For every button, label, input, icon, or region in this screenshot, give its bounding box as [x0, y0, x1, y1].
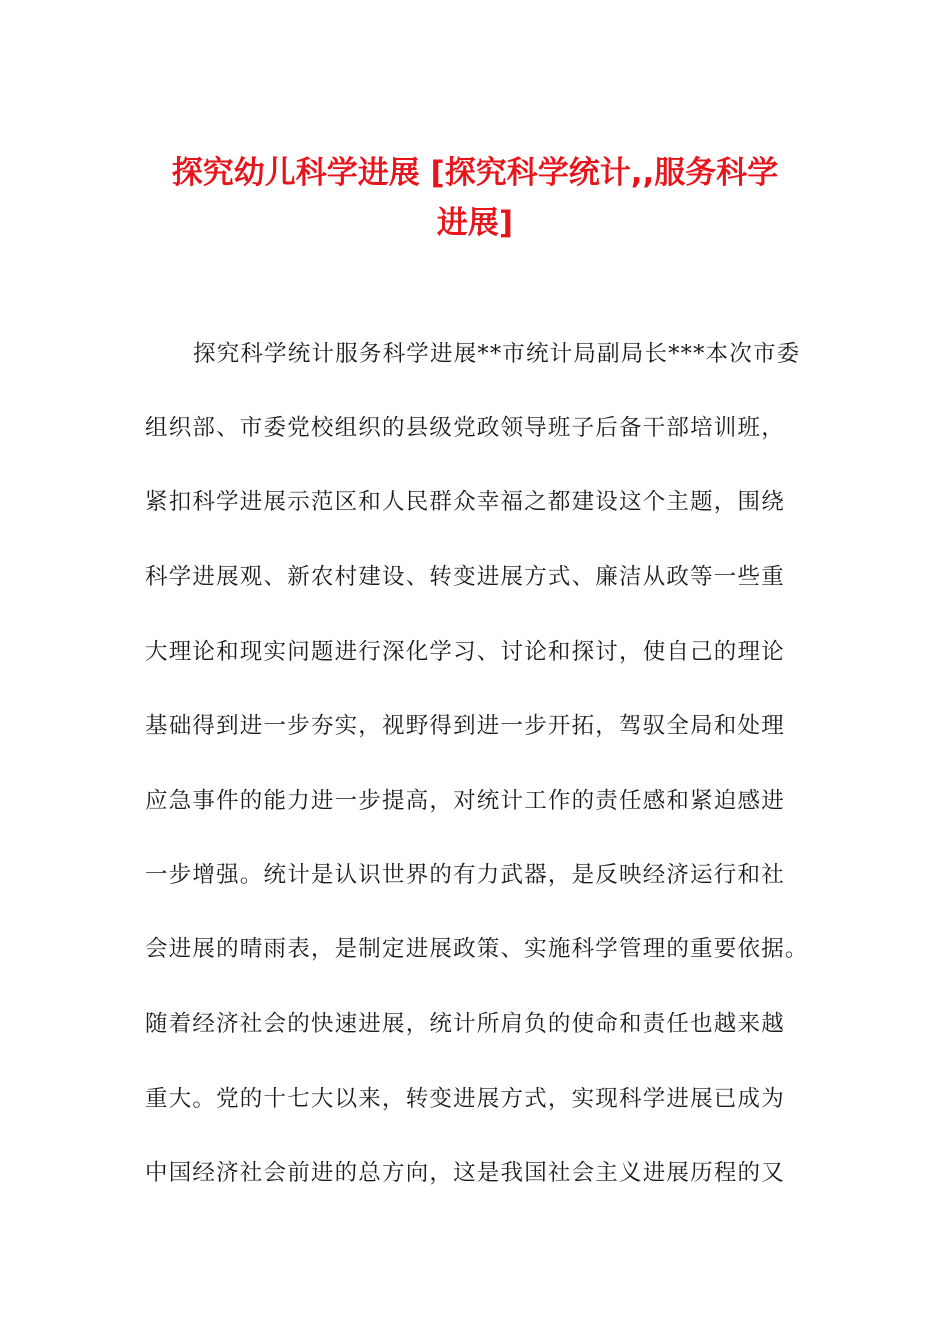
- paragraph-line: 组织部、市委党校组织的县级党政领导班子后备干部培训班，: [145, 415, 785, 441]
- paragraph-line: 重大。党的十七大以来，转变进展方式，实现科学进展已成为: [145, 1086, 785, 1112]
- paragraph-line: 紧扣科学进展示范区和人民群众幸福之都建设这个主题，围绕: [145, 489, 785, 515]
- paragraph-line: 会进展的晴雨表，是制定进展政策、实施科学管理的重要依据。: [145, 936, 809, 962]
- paragraph-line: 大理论和现实问题进行深化学习、讨论和探讨，使自己的理论: [145, 639, 785, 665]
- document-title-line-1: 探究幼儿科学进展 [探究科学统计,,服务科学: [171, 155, 779, 191]
- paragraph-line: 随着经济社会的快速进展，统计所肩负的使命和责任也越来越: [145, 1011, 785, 1037]
- paragraph-line: 一步增强。统计是认识世界的有力武器，是反映经济运行和社: [145, 862, 785, 888]
- paragraph-line: 基础得到进一步夯实，视野得到进一步开拓，驾驭全局和处理: [145, 713, 785, 739]
- paragraph-line: 科学进展观、新农村建设、转变进展方式、廉洁从政等一些重: [145, 564, 785, 590]
- paragraph-line: 应急事件的能力进一步提高，对统计工作的责任感和紧迫感进: [145, 788, 785, 814]
- paragraph-line: 中国经济社会前进的总方向，这是我国社会主义进展历程的又: [145, 1160, 785, 1186]
- document-title-line-2: 进展]: [436, 205, 514, 241]
- paragraph-line: 探究科学统计服务科学进展**市统计局副局长***本次市委: [193, 341, 801, 367]
